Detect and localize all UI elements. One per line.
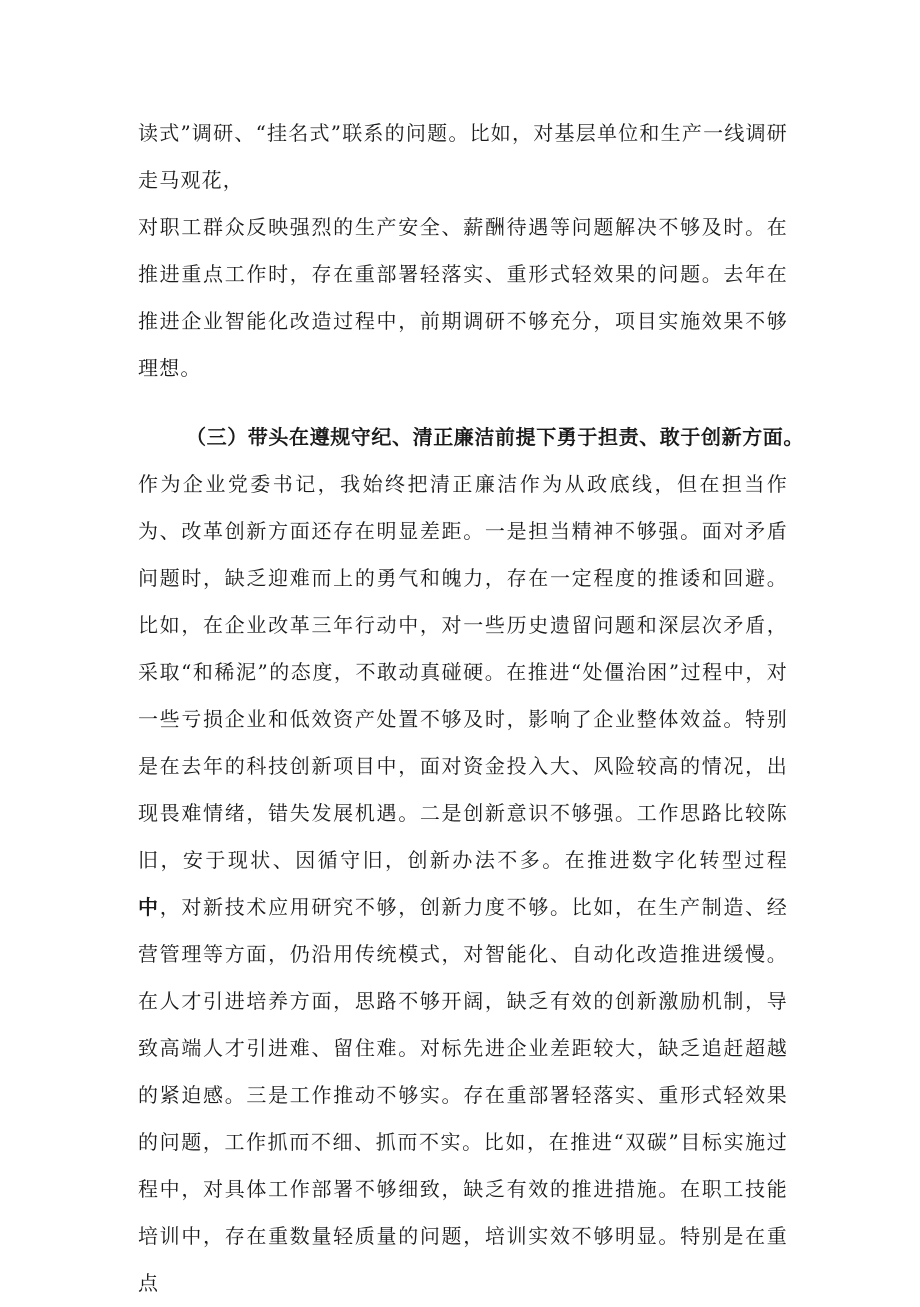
paragraph-3-bold-char: 中 [138, 895, 160, 919]
document-page [138, 110, 804, 1307]
paragraph-3-text-a: 作为企业党委书记，我始终把清正廉洁作为从政底线，但在担当作为、改革创新方面还存在明显差距。一是担当精神不够强。面对矛盾问题时，缺乏迎难而上的勇气和魄力，存在一定程度的推诿和回避。比如，在企业改革三年行动中，对一些历史遗留问题和深层次矛盾，采取“和稀泥”的态度，不敢动真碰硬。在推进“处僵治困”过程中，对一些亏损企业和低效资产处置不够及时，影响了企业整体效益。特别是在去年的科技创新项目中，面对资金投入大、风险较高的情况，出现畏难情绪，错失发展机遇。二是创新意识不够强。工作思路比较陈旧，安于现状、因循守旧，创新办法不多。在推进数字化转型过程 [138, 472, 788, 872]
paragraph-gap [138, 392, 788, 414]
section-heading: （三）带头在遵规守纪、清正廉洁前提下勇于担责、敢于创新方面。 [186, 425, 804, 449]
paragraph-1: 读式”调研、“挂名式”联系的问题。比如，对基层单位和生产一线调研走马观花， [138, 121, 788, 192]
paragraph-2: 对职工群众反映强烈的生产安全、薪酬待遇等问题解决不够及时。在推进重点工作时，存在重部署轻落实、重形式轻效果的问题。去年在推进企业智能化改造过程中，前期调研不够充分，项目实施效果不够理想。 [138, 215, 788, 380]
paragraph-3-text-b: ，对新技术应用研究不够，创新力度不够。比如，在生产制造、经营管理等方面，仍沿用传统模式，对智能化、自动化改造推进缓慢。在人才引进培养方面，思路不够开阔，缺乏有效的创新激励机制，导致高端人才引进难、留住难。对标先进企业差距较大，缺乏追赶超越的紧迫感。三是工作推动不够实。存在重部署轻落实、重形式轻效果的问题，工作抓而不细、抓而不实。比如，在推进“双碳”目标实施过程中，对具体工作部署不够细致，缺乏有效的推进措施。在职工技能培训中，存在重数量轻质量的问题，培训实效不够明显。特别是在重点 [138, 895, 788, 1295]
paragraph-3 [138, 461, 788, 1307]
